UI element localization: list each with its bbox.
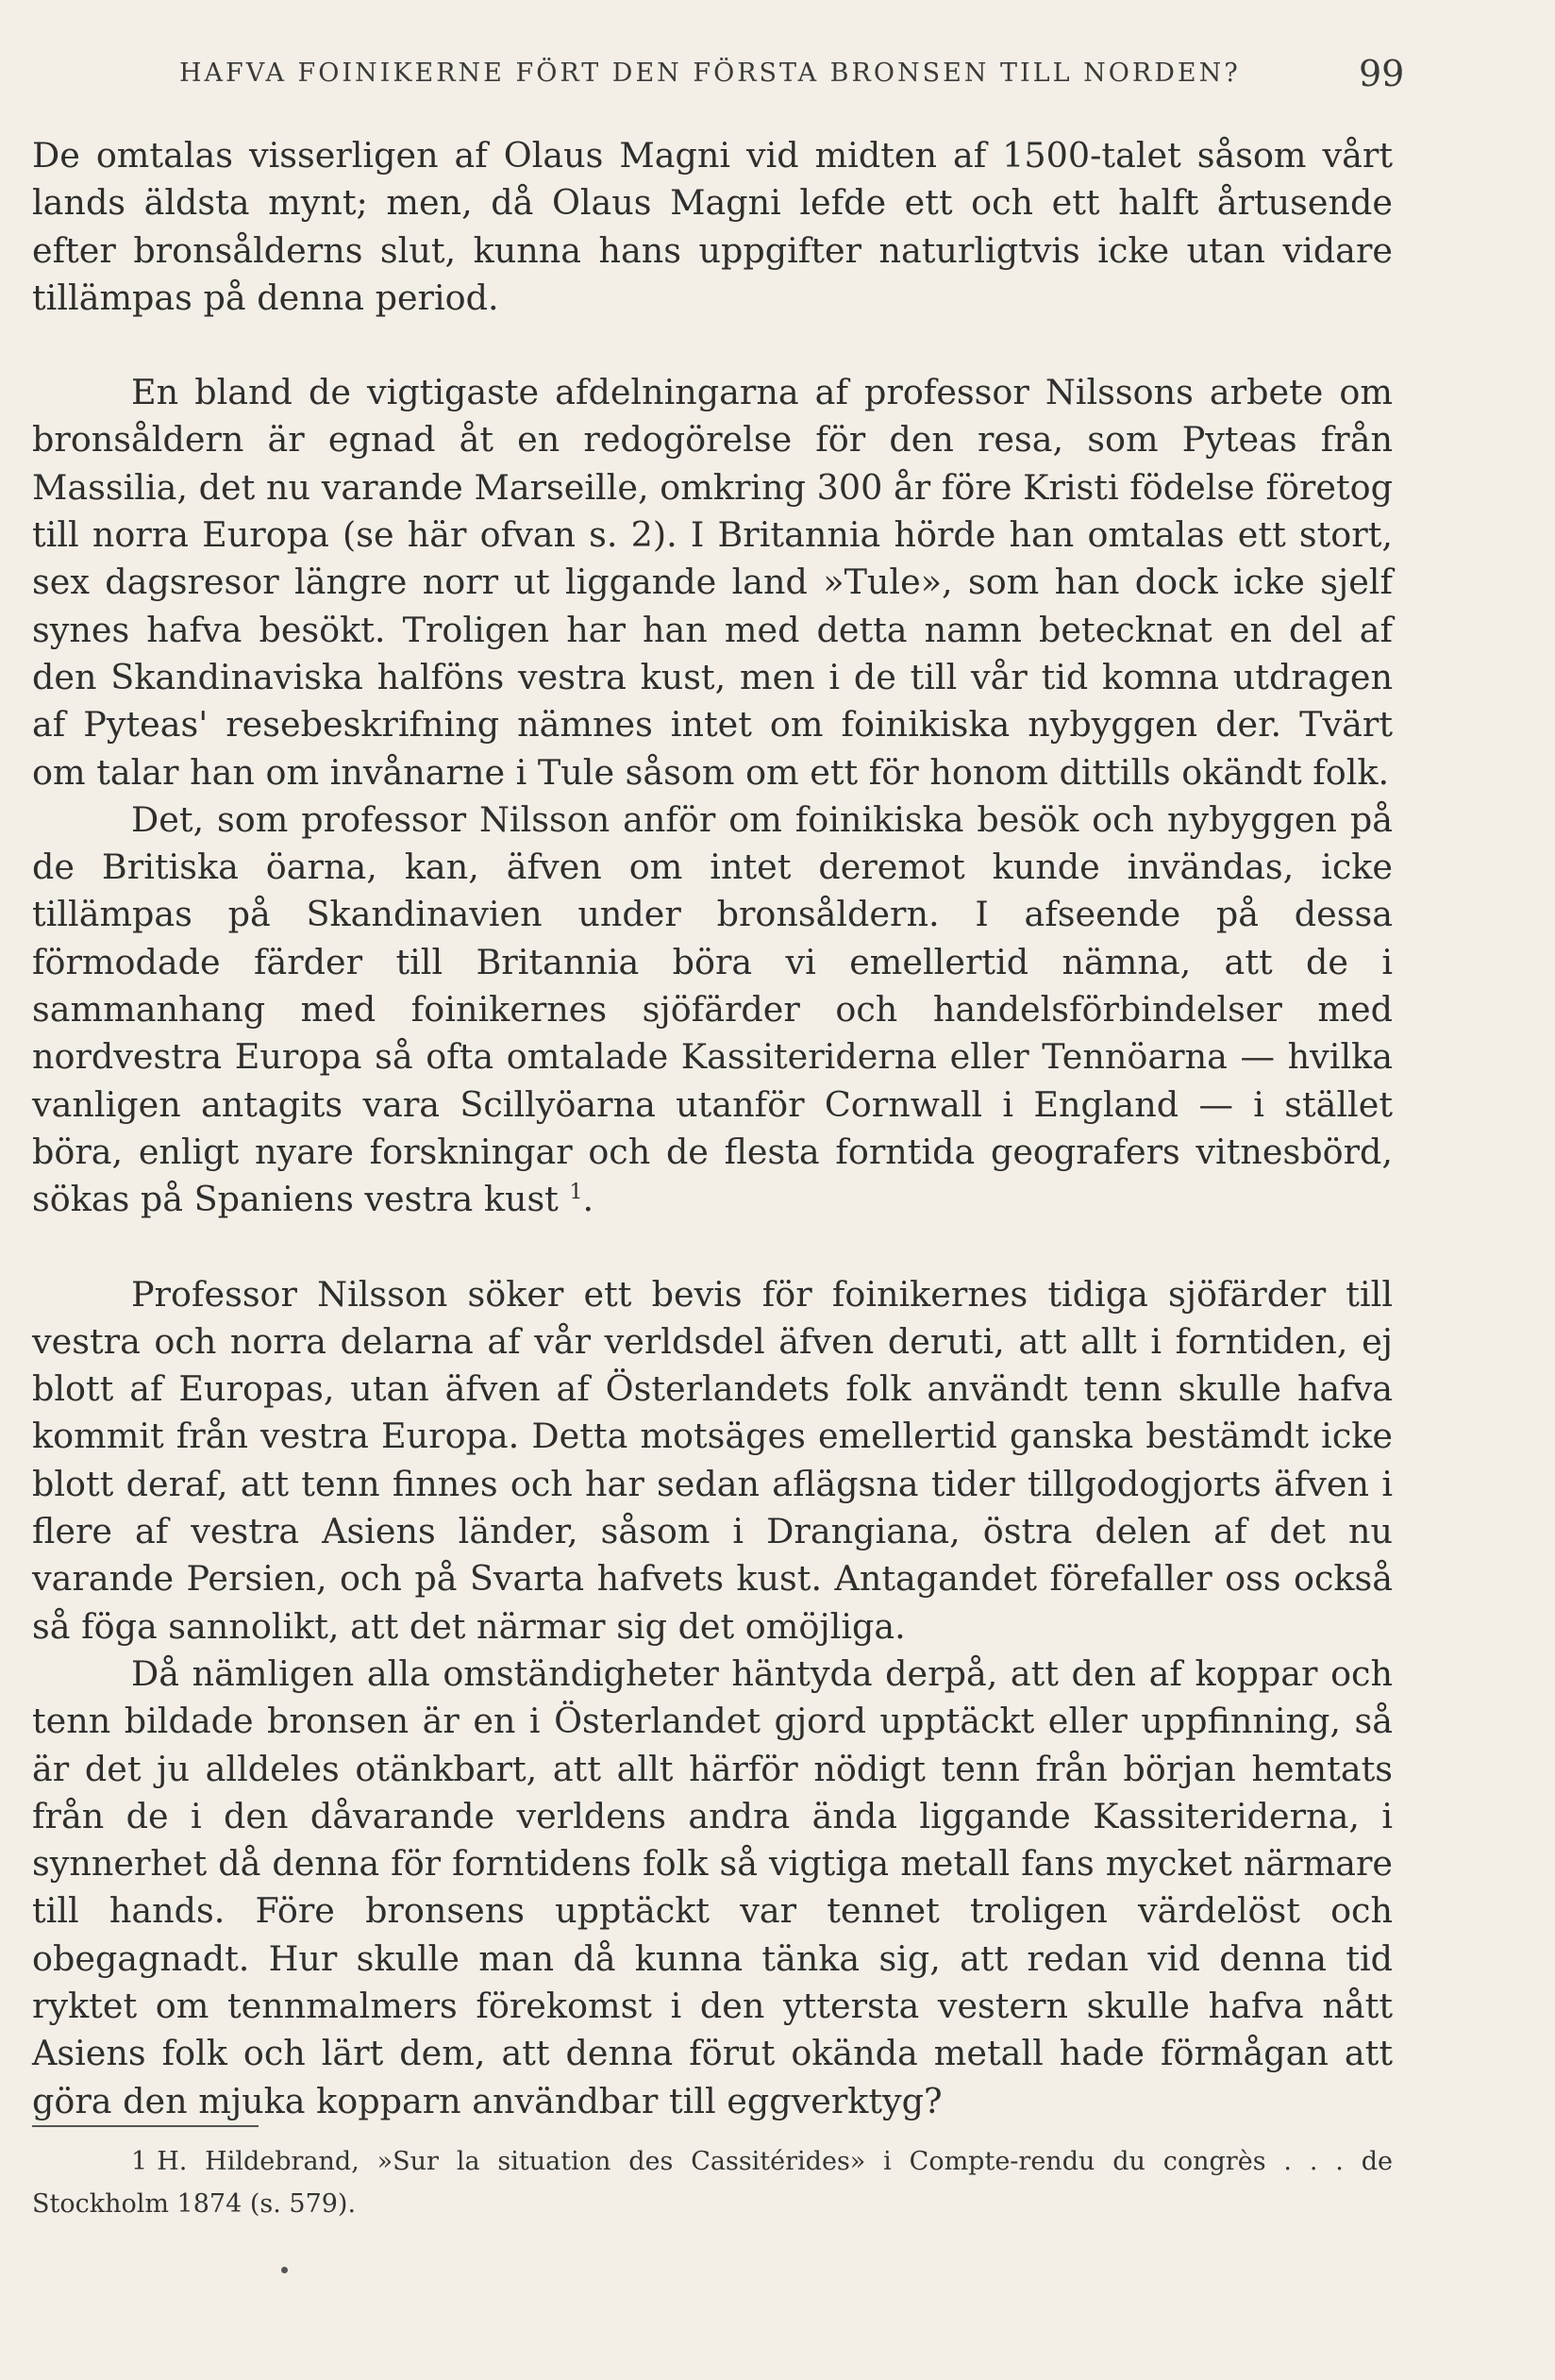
paragraph-4: Professor Nilsson söker ett bevis för foinikernes tidiga sjöfärder till vestra och norra delarna af vår verldsdel äfven deruti, att allt i forntiden, ej blott af Europas, utan äfven af Österlandets folk användt tenn skulle hafva kommit från vestra Europa. Detta motsäges emellertid ganska bestämdt icke blott deraf, att tenn finnes och har sedan aflägsna tider tillgodogjorts äfven i flere af vestra Asiens länder, såsom i Drangiana, östra delen af det nu varande Persien, och på Svarta hafvets kust. Antagandet förefaller oss också så föga sannolikt, att det närmar sig det omöjliga. [32, 1273, 1393, 1647]
paragraph-5: Då nämligen alla omständigheter häntyda derpå, att den af koppar och tenn bildade bronsen är en i Österlandet gjord upptäckt eller uppfinning, så är det ju alldeles otänkbart, att allt härför nödigt tenn från början hemtats från de i den dåvarande verldens andra ända liggande Kassiteriderna, i synnerhet då denna för forntidens folk så vigtiga metall fans mycket närmare till hands. Före bronsens upptäckt var tennet troligen värdelöst och obegagnadt. Hur skulle man då kunna tänka sig, att redan vid denna tid ryktet om tennmalmers förekomst i den yttersta vestern skulle hafva nått Asiens folk och lärt dem, att denna förut okända metall hade förmågan att göra den mjuka kopparn användbar till eggverktyg? [32, 1652, 1393, 2121]
paragraph-2: En bland de vigtigaste afdelningarna af professor Nilssons arbete om bronsåldern är egnad åt en redogörelse för den resa, som Pyteas från Massilia, det nu varande Marseille, omkring 300 år före Kristi födelse företog till norra Europa (se här ofvan s. 2). I Britannia hörde han omtalas ett stort, sex dagsresor längre norr ut liggande land »Tule», som han dock icke sjelf synes hafva besökt. Troligen har han med detta namn betecknat en del af den Skandinaviska halföns vestra kust, men i de till vår tid komna utdragen af Pyteas' resebeskrifning nämnes intet om foinikiska nybyggen der. Tvärt om talar han om invånarne i Tule såsom om ett för honom dittills okändt folk. [32, 372, 1393, 793]
footnote [32, 2140, 1393, 2225]
footnote-text: H. Hildebrand, »Sur la situation des Cassitérides» i Compte-rendu du congrès . . . de Stockholm 1874 (s. 579). [32, 2147, 1393, 2219]
page-number: 99 [1359, 53, 1405, 94]
paragraph-3-end-punct: . [582, 1179, 594, 1220]
footnote-reference[interactable]: 1 [569, 1181, 583, 1205]
print-speck [281, 2267, 288, 2273]
footnote-divider [32, 2125, 259, 2127]
body-text [32, 132, 1393, 2125]
paragraph-1: De omtalas visserligen af Olaus Magni vid midten af 1500-talet såsom vårt lands äldsta mynt; men, då Olaus Magni lefde ett och ett halft årtusende efter bronsålderns slut, kunna hans uppgifter naturligtvis icke utan vidare tillämpas på denna period. [32, 135, 1393, 318]
paragraph-3 [32, 796, 1393, 1224]
footnote-marker: 1 [131, 2147, 148, 2176]
paragraph-3-text: Det, som professor Nilsson anför om foinikiska besök och nybyggen på de Britiska öarna, kan, äfven om intet deremot kunde invändas, icke tillämpas på Skandinavien under bronsåldern. I afseende på dessa förmodade färder till Britannia böra vi emellertid nämna, att de i sammanhang med foinikernes sjöfärder och handelsförbindelser med nordvestra Europa så ofta omtalade Kassiteriderna eller Tennöarna — hvilka vanligen antagits vara Scillyöarna utanför Cornwall i England — i stället böra, enligt nyare forskningar och de flesta forntida geografers vitnesbörd, sökas på Spaniens vestra kust [32, 798, 1393, 1220]
running-title: HAFVA FOINIKERNE FÖRT DEN FÖRSTA BRONSEN TILL NORDEN? [179, 59, 1241, 88]
